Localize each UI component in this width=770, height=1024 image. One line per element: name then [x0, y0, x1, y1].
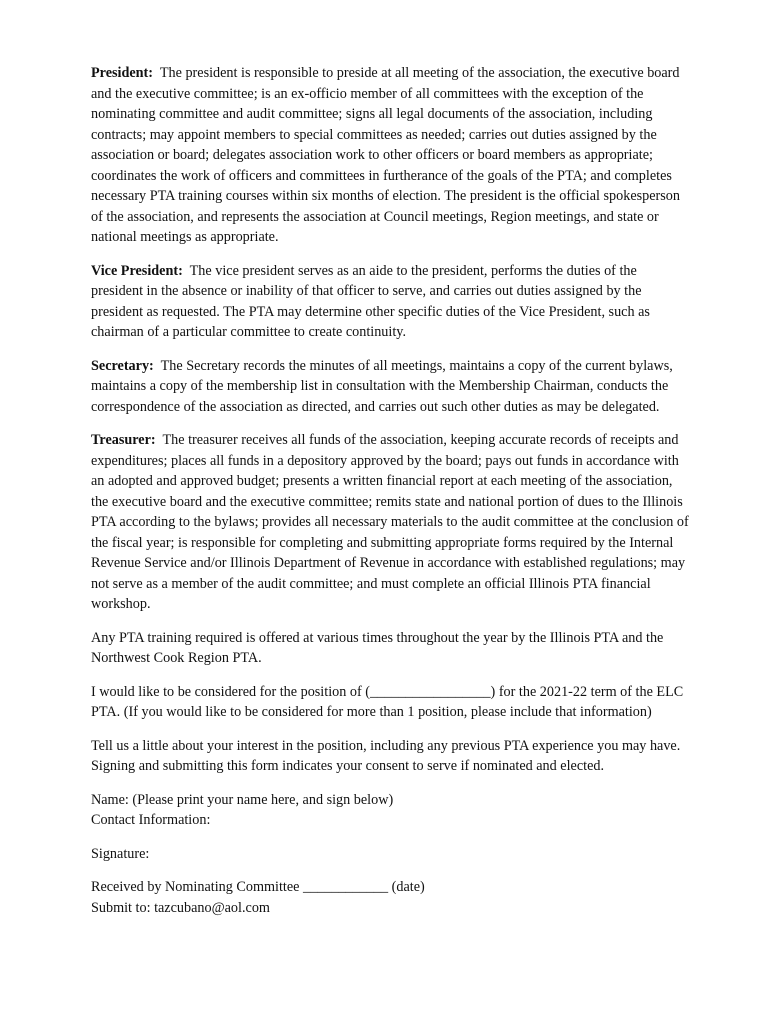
president-paragraph [91, 63, 691, 248]
secretary-text: The Secretary records the minutes of all meetings, maintains a copy of the current bylaws, maintains a copy of the membership list in consultation with the Membership Chairman, conducts the correspondence of the association as directed, and carries out such other duties as may be delegated. [91, 357, 673, 415]
president-text: The president is responsible to preside at all meeting of the association, the executive board and the executive committee; is an ex-officio member of all committees with the exception of the nominating committee and audit committee; signs all legal documents of the association, including contracts; may appoint members to special committees as needed; carries out duties assigned by the association or board; delegates association work to other officers or board members as appropriate; coordinates the work of officers and committees in furtherance of the goals of the PTA; and completes necessary PTA training courses within six months of election. The president is the official spokesperson of the association, and represents the association at Council meetings, Region meetings, and state or national meetings as appropriate. [91, 65, 680, 245]
contact-line: Contact Information: [91, 812, 211, 828]
president-label: President: [91, 65, 153, 81]
interest-prompt: Tell us a little about your interest in the position, including any previous PTA experience you may have. Signing and submitting this form indicates your consent to serve if nominated and elected. [91, 737, 681, 774]
submit-line: Submit to: tazcubano@aol.com [91, 899, 270, 916]
treasurer-label: Treasurer: [91, 432, 156, 448]
signature-line: Signature: [91, 845, 150, 862]
secretary-paragraph [91, 356, 691, 418]
name-line: Name: (Please print your name here, and sign below) [91, 791, 394, 808]
vice-president-text: The vice president serves as an aide to the president, performs the duties of the president in the absence or inability of that officer to serve, and carries out duties assigned by the president as requested. The PTA may determine other specific duties of the Vice President, such as chairman of a particular committee to create continuity. [91, 262, 650, 340]
treasurer-text: The treasurer receives all funds of the association, keeping accurate records of receipts and expenditures; places all funds in a depository approved by the board; pays out funds in accordance with an adopted and approved budget; presents a written financial report at each meeting of the association, the executive board and the executive committee; remits state and national portion of dues to the Illinois PTA according to the bylaws; provides all necessary materials to the audit committee at the conclusion of the fiscal year; is responsible for completing and submitting appropriate forms required by the Internal Revenue Service and/or Illinois Department of Revenue in accordance with established regulations; may not serve as a member of the audit committee; and must complete an official Illinois PTA financial workshop. [91, 432, 689, 612]
treasurer-paragraph [91, 430, 691, 615]
document-page [91, 63, 691, 931]
secretary-label: Secretary: [91, 357, 154, 374]
received-line: Received by Nominating Committee ____________ (date) [91, 879, 425, 895]
vice-president-label: Vice President: [91, 262, 183, 279]
position-request: I would like to be considered for the position of (_________________) for the 2021-22 term of the ELC PTA. (If you would like to be considered for more than 1 position, please include that information) [91, 683, 684, 720]
vice-president-paragraph [91, 261, 691, 343]
training-note: Any PTA training required is offered at various times throughout the year by the Illinois PTA and the Northwest Cook Region PTA. [91, 629, 664, 666]
